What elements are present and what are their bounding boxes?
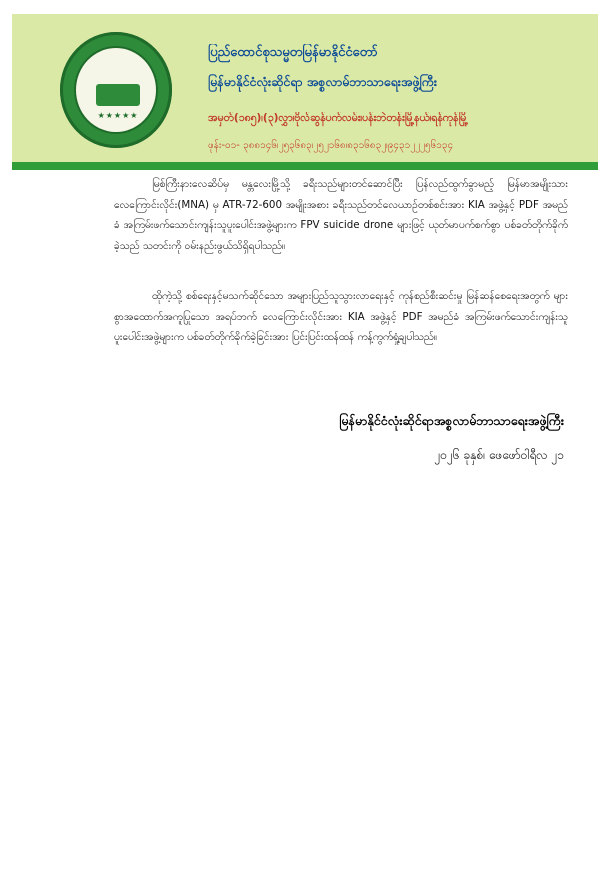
statement-paragraph-1: မြစ်ကြီးနားလေဆိပ်မှ မန္တလေးမြို့သို့ ခရီးသည်များတင်ဆောင်ပြီး ပြန်လည်ထွက်ခွာမည့် မြန်မာအမျိုးသားလေကြောင်းလိုင်း(MNA) မှ ATR-72-600 အမျိုးအစား ခရီးသည်တင်လေယာဉ်တစ်စင်းအား KIA အဖွဲ့နှင့် PDF အမည်ခံ အကြမ်းဖက်သောင်းကျန်းသူပူးပေါင်းအဖွဲ့များက FPV suicide drone များဖြင့် ယုတ်မာပက်စက်စွာ ပစ်ခတ်တိုက်ခိုက်ခဲ့သည် သတင်းကို ဝမ်းနည်းဖွယ်သိရှိရပါသည်။ [114, 178, 568, 252]
signature-organization: မြန်မာနိုင်ငံလုံးဆိုင်ရာအစ္စလာမ်ဘာသာရေးအဖွဲ့ကြီး [339, 413, 564, 428]
organization-logo-icon [60, 32, 172, 148]
header-divider [12, 162, 598, 170]
letterhead-address: အမှတ်(၁၈၅)၊(၃)လွှာ၊ဗိုလ်ဆွန်ပက်လမ်း၊ပန်းဘဲတန်းမြို့နယ်၊ရန်ကုန်မြို့ [208, 112, 468, 124]
letterhead [12, 14, 598, 162]
signature-date: ၂၀၂၆ ခုနှစ်၊ ဖေဖော်ဝါရီလ ၂၁ [434, 448, 564, 462]
letterhead-phone: ဖုန်း-၀၁- ၃၈၈၁၄၆၊၂၅၃၆၈၃၊၂၅၂၁၆၈၊၈၃၁၆၈၃၂၊၉၄၃၁၂၂၂၅၆၁၃၄ [208, 140, 454, 151]
letterhead-organization: မြန်မာနိုင်ငံလုံးဆိုင်ရာ အစ္စလာမ်ဘာသာရေးအဖွဲ့ကြီး [208, 74, 438, 89]
logo-stars: ★★★★★ [97, 111, 139, 120]
letterhead-title: ပြည်ထောင်စုသမ္မတမြန်မာနိုင်ငံတော် [208, 45, 378, 60]
logo-emblem [74, 46, 158, 134]
logo-calligraphy-band [96, 84, 140, 106]
statement-paragraph-2: ထိုကဲ့သို့ စစ်ရေးနှင့်မသက်ဆိုင်သော အများပြည်သူသွားလာရေးနှင့် ကုန်စည်စီးဆင်းမှု မြန်ဆန်စေရေးအတွက် များစွာအထောက်အကူပြုသော အရပ်ဘက် လေကြောင်းလိုင်းအား KIA အဖွဲ့နှင့် PDF အမည်ခံ အကြမ်းဖက်သောင်းကျန်းသူပူးပေါင်းအဖွဲ့များက ပစ်ခတ်တိုက်ခိုက်ခဲ့ခြင်းအား ပြင်းပြင်းထန်ထန် ကန့်ကွက်ရှုံ့ချပါသည်။ [114, 290, 568, 343]
